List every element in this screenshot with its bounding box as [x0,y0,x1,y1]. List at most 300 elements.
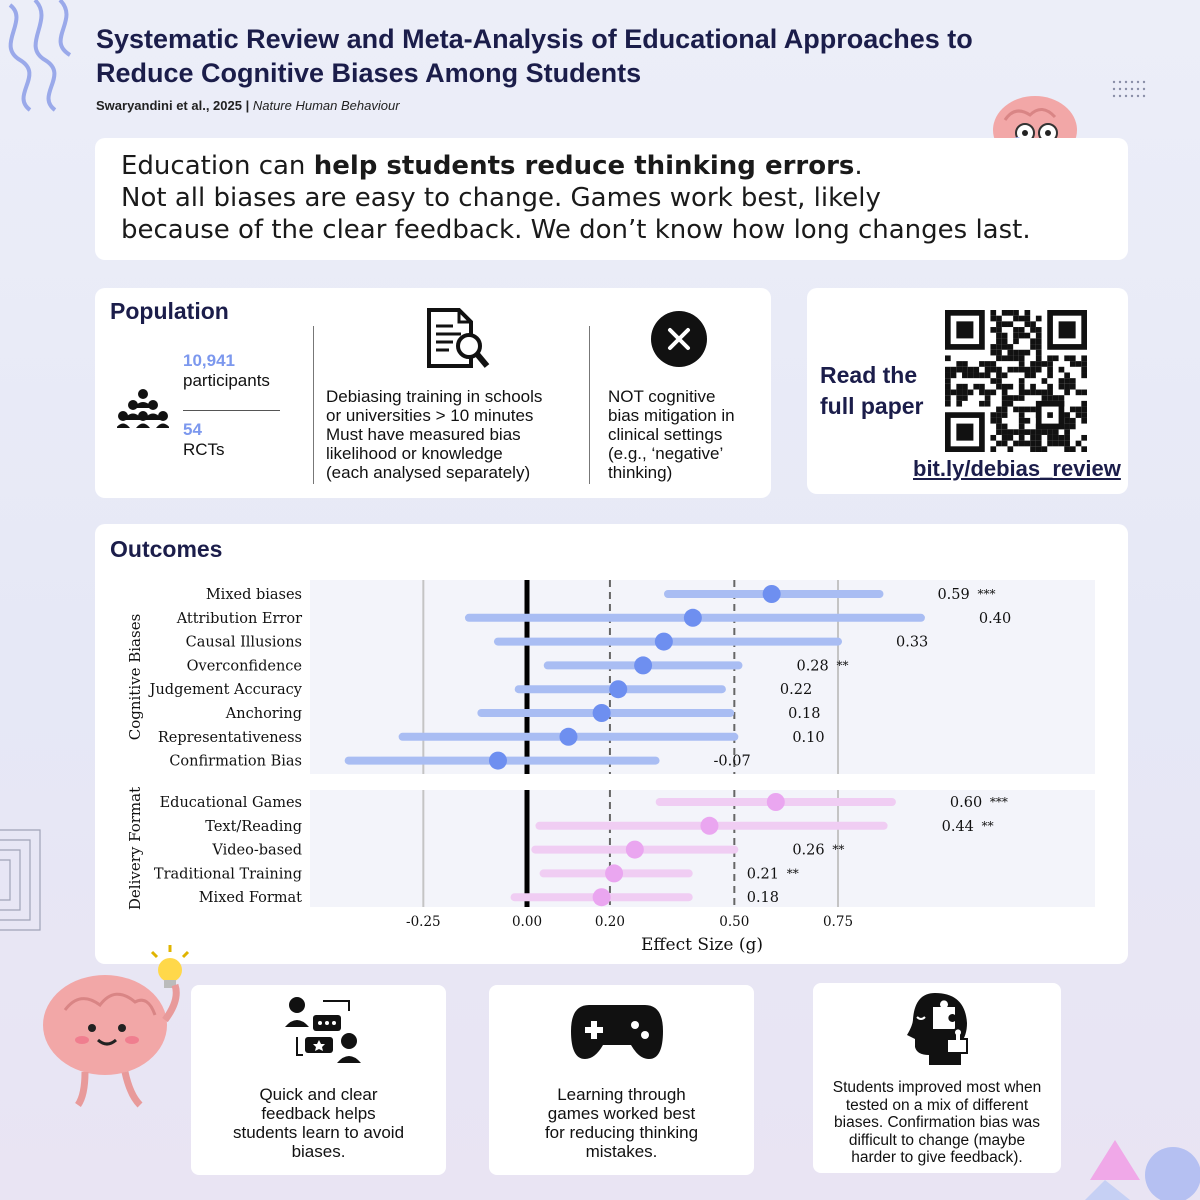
qr-module [1030,327,1036,333]
summary-bold: help students reduce thinking errors [313,151,855,181]
qr-module [1047,429,1053,435]
qr-module [1002,412,1008,418]
qr-module [1013,310,1019,316]
qr-module [968,367,974,373]
qr-module [945,378,951,384]
qr-module [1081,367,1087,373]
takeaway-card-feedback [191,985,446,1175]
effect-point [634,656,652,674]
qr-module [1076,412,1082,418]
qr-module [990,378,996,384]
qr-module [1030,321,1036,327]
inclusion-line3: Must have measured bias [326,425,521,444]
read-line1: Read the [820,362,918,388]
qr-module [1064,372,1070,378]
qr-module [956,395,962,401]
summary-line3: because of the clear feedback. We don’t know how long changes last. [121,215,1031,245]
population-heading: Population [110,298,229,324]
qr-module [956,367,962,373]
qr-module [1081,412,1087,418]
qr-module [1036,316,1042,322]
qr-module [1025,316,1031,322]
qr-module [1030,429,1036,435]
qr-module [1059,367,1065,373]
qr-module [996,441,1002,447]
qr-module [962,384,968,390]
qr-module [945,367,951,373]
qr-module [1047,395,1053,401]
qr-module [996,355,1002,361]
qr-module [1002,424,1008,430]
qr-module [1007,355,1013,361]
qr-module [1002,401,1008,407]
qr-module [996,378,1002,384]
qr-module [1002,429,1008,435]
summary-part2: . [854,151,863,181]
exclusion-line3: clinical settings [608,425,723,444]
takeaway-text [201,1085,436,1161]
qr-module [1013,333,1019,339]
qr-module [1076,441,1082,447]
participants-label: participants [183,371,270,390]
takeaway-line: games worked best [547,1104,696,1123]
qr-module [1053,435,1059,441]
takeaway-line: biases. [291,1142,346,1161]
qr-module [1013,395,1019,401]
qr-module [1047,355,1053,361]
qr-module [996,350,1002,356]
qr-module [990,350,996,356]
exclusion-line1: NOT cognitive [608,387,716,406]
brain-mascot-idea [30,940,205,1115]
qr-module [1030,384,1036,390]
summary-card [95,138,1128,260]
paper-link-card [807,288,1128,494]
takeaway-line: Students improved most when [832,1079,1042,1096]
significance-label: ** [836,658,849,673]
decorative-waves [0,0,90,120]
citation-separator: | [241,98,253,113]
qr-module [990,310,996,316]
qr-module [1064,412,1070,418]
x-axis-label: Effect Size (g) [641,935,763,955]
qr-module [1019,412,1025,418]
takeaway-line: harder to give feedback). [851,1149,1023,1166]
qr-module [1025,418,1031,424]
qr-module [1064,384,1070,390]
qr-module [979,401,985,407]
qr-module [1019,435,1025,441]
qr-module [1019,316,1025,322]
qr-module [1013,338,1019,344]
qr-module [1036,390,1042,396]
row-label: Causal Illusions [185,634,302,651]
qr-module [1030,361,1036,367]
qr-module [1059,395,1065,401]
qr-module [1007,446,1013,452]
qr-module [1030,367,1036,373]
qr-module [1070,361,1076,367]
qr-module [956,401,962,407]
plot-panel-bg [310,580,1095,774]
row-label: Text/Reading [205,818,302,835]
takeaway-card-games [489,985,754,1175]
value-label: 0.40 [978,610,1012,627]
qr-module [1002,310,1008,316]
qr-module [990,344,996,350]
qr-module [1002,372,1008,378]
effect-point [767,793,785,811]
rcts-label: RCTs [183,440,225,459]
qr-module [1081,372,1087,378]
qr-module [951,390,957,396]
qr-module [1064,390,1070,396]
qr-module [1013,441,1019,447]
qr-module [1019,361,1025,367]
takeaway-text [823,1079,1051,1167]
citation-journal: Nature Human Behaviour [252,98,400,113]
qr-module [996,407,1002,413]
qr-module [1025,372,1031,378]
qr-module [1007,384,1013,390]
qr-module [1002,344,1008,350]
qr-module [990,418,996,424]
qr-module [990,446,996,452]
qr-module [1036,441,1042,447]
qr-module [1002,390,1008,396]
qr-module [1081,361,1087,367]
value-label: 0.18 [746,890,780,907]
significance-label: ** [786,866,799,881]
qr-module [990,412,996,418]
qr-module [1042,446,1048,452]
inclusion-criteria [326,387,542,482]
qr-module [990,367,996,373]
row-label: Confirmation Bias [169,753,302,770]
qr-module [973,367,979,373]
qr-module [1019,407,1025,413]
qr-module [945,395,951,401]
qr-module [1081,435,1087,441]
qr-module [1025,321,1031,327]
outcomes-card [95,524,1128,964]
qr-module [968,390,974,396]
effect-point [763,585,781,603]
value-label: -0.07 [713,753,751,770]
rcts-count: 54 [183,420,202,439]
row-label: Representativeness [157,729,302,746]
takeaway-line: students learn to avoid [232,1123,405,1142]
x-tick-label: 0.00 [511,914,543,930]
qr-module [1042,361,1048,367]
qr-module [990,316,996,322]
row-label: Traditional Training [153,866,302,883]
significance-label: ** [832,842,845,857]
qr-module [1047,372,1053,378]
effect-point [626,841,644,859]
row-label: Anchoring [225,706,302,722]
qr-module [1036,333,1042,339]
inclusion-line1: Debiasing training in schools [326,387,543,406]
qr-module [1019,378,1025,384]
qr-module [1030,338,1036,344]
read-paper-text [820,360,924,422]
population-card [95,288,771,498]
qr-module [973,372,979,378]
qr-module [996,344,1002,350]
qr-module [985,401,991,407]
qr-module [996,372,1002,378]
qr-module [973,384,979,390]
qr-module [996,327,1002,333]
summary-part1: Education can [121,151,314,181]
decorative-dots [1112,80,1152,104]
qr-module [945,355,951,361]
takeaway-line: difficult to change (maybe [848,1131,1026,1149]
value-label: 0.60 [949,795,983,811]
value-label: 0.18 [788,706,821,722]
citation [96,98,1096,113]
divider [313,326,314,484]
title-line-1: Systematic Review and Meta-Analysis of Educational Approaches to [96,24,973,54]
qr-module [1059,435,1065,441]
row-label: Mixed Format [198,890,302,907]
x-tick-label: 0.75 [822,914,854,930]
qr-module [1019,350,1025,356]
qr-module [1070,407,1076,413]
qr-module [1030,446,1036,452]
qr-module [1047,384,1053,390]
qr-module [1036,350,1042,356]
qr-module [1081,390,1087,396]
forest-plot [95,524,1128,964]
value-label: 0.59 [937,587,970,603]
qr-module [1019,355,1025,361]
qr-module [996,367,1002,373]
qr-module [1002,384,1008,390]
qr-module [1053,441,1059,447]
qr-module [1019,424,1025,430]
group-label: Delivery Format [126,786,144,911]
x-tick-label: 0.20 [594,914,625,930]
qr-module [1070,446,1076,452]
qr-module [1013,350,1019,356]
qr-module [1002,338,1008,344]
qr-module [1025,350,1031,356]
qr-module [1025,407,1031,413]
qr-module [1007,350,1013,356]
qr-module [996,384,1002,390]
qr-module [1042,390,1048,396]
exclusion-line4: (e.g., ‘negative’ [608,444,724,463]
qr-module [1030,372,1036,378]
exclusion-criteria [608,387,735,482]
significance-label: *** [977,587,996,601]
qr-module [1002,441,1008,447]
qr-module [1002,355,1008,361]
qr-code[interactable] [945,310,1087,452]
qr-module [1007,367,1013,373]
qr-module [979,390,985,396]
qr-module [1036,361,1042,367]
qr-module [985,367,991,373]
paper-link[interactable]: bit.ly/debias_review [913,456,1121,481]
qr-module [1053,395,1059,401]
qr-module [1036,446,1042,452]
qr-module [1025,367,1031,373]
qr-module [1013,407,1019,413]
divider [589,326,590,484]
qr-module [945,401,951,407]
qr-module [962,390,968,396]
qr-module [996,333,1002,339]
group-label: Cognitive Biases [126,613,144,741]
qr-module [1070,355,1076,361]
qr-module [990,327,996,333]
qr-module [1064,424,1070,430]
qr-module [1030,344,1036,350]
qr-module [1036,327,1042,333]
effect-point [559,728,577,746]
qr-module [996,429,1002,435]
row-label: Educational Games [159,795,302,811]
row-label: Overconfidence [186,658,302,675]
qr-module [956,361,962,367]
qr-module [1064,446,1070,452]
qr-module [1030,390,1036,396]
qr-module [990,361,996,367]
qr-module [1019,390,1025,396]
qr-module [1036,367,1042,373]
decorative-shapes [1085,1135,1200,1200]
qr-module [1081,407,1087,413]
qr-module [996,424,1002,430]
document-search-icon [425,308,491,370]
qr-module [1059,441,1065,447]
qr-module [1076,361,1082,367]
inclusion-line2: or universities > 10 minutes [326,406,534,425]
effect-point [609,680,627,698]
qr-module [1025,390,1031,396]
qr-module [956,390,962,396]
qr-module [1019,441,1025,447]
close-icon [650,310,708,368]
qr-module [990,435,996,441]
qr-module [1064,441,1070,447]
qr-module [945,372,951,378]
qr-module [1059,321,1076,338]
significance-label: *** [989,795,1008,809]
effect-point [684,609,702,627]
takeaway-line: for reducing thinking [544,1123,699,1142]
qr-module [1007,429,1013,435]
qr-module [1019,395,1025,401]
qr-module [1025,333,1031,339]
takeaway-line: biases. Confirmation bias was [834,1114,1040,1131]
qr-module [1002,435,1008,441]
decorative-lines [0,820,50,940]
effect-point [655,633,673,651]
qr-module [1030,407,1036,413]
qr-module [1059,378,1065,384]
x-tick-label: -0.25 [406,914,441,930]
qr-module [1047,390,1053,396]
qr-module [996,321,1002,327]
qr-module [1047,412,1053,418]
qr-module [990,390,996,396]
qr-module [1013,355,1019,361]
qr-module [996,338,1002,344]
page-title [96,22,1096,90]
citation-authors: Swaryandini et al., 2025 [96,98,242,113]
qr-module [951,372,957,378]
exclusion-line2: bias mitigation in [608,406,735,425]
effect-point [700,817,718,835]
takeaway-line: mistakes. [585,1142,658,1161]
qr-module [1076,407,1082,413]
qr-module [1007,401,1013,407]
qr-module [985,372,991,378]
qr-module [1025,310,1031,316]
row-label: Attribution Error [176,610,302,627]
qr-module [1070,424,1076,430]
qr-module [956,424,973,441]
effect-point [605,864,623,882]
qr-module [1007,395,1013,401]
value-label: 0.28 [796,658,829,675]
qr-module [956,384,962,390]
qr-module [1019,384,1025,390]
qr-module [996,316,1002,322]
takeaway-line: tested on a mix of different [845,1096,1029,1114]
value-label: 0.44 [941,818,974,835]
qr-module [1019,327,1025,333]
takeaway-card-mixed [813,983,1061,1173]
qr-module [1007,344,1013,350]
value-label: 0.22 [779,682,813,699]
qr-module [1076,390,1082,396]
qr-module [1042,395,1048,401]
qr-module [1064,378,1070,384]
participants-count: 10,941 [183,351,235,370]
qr-module [962,395,968,401]
inclusion-line4: likelihood or knowledge [326,444,503,463]
takeaway-line: feedback helps [261,1104,376,1123]
qr-module [1013,327,1019,333]
qr-module [945,390,951,396]
qr-module [1007,310,1013,316]
qr-module [1030,435,1036,441]
qr-module [962,372,968,378]
takeaway-line: Quick and clear [259,1085,378,1104]
qr-module [1070,384,1076,390]
qr-module [1019,367,1025,373]
row-label: Video-based [212,842,302,859]
qr-module [1002,395,1008,401]
qr-module [1064,355,1070,361]
qr-module [1013,316,1019,322]
qr-module [1042,429,1048,435]
qr-module [996,412,1002,418]
qr-module [1081,355,1087,361]
qr-module [1025,429,1031,435]
qr-module [951,367,957,373]
qr-module [1007,321,1013,327]
read-line2: full paper [820,393,924,419]
qr-module [979,361,985,367]
head-puzzle-icon [903,991,973,1067]
qr-module [985,390,991,396]
